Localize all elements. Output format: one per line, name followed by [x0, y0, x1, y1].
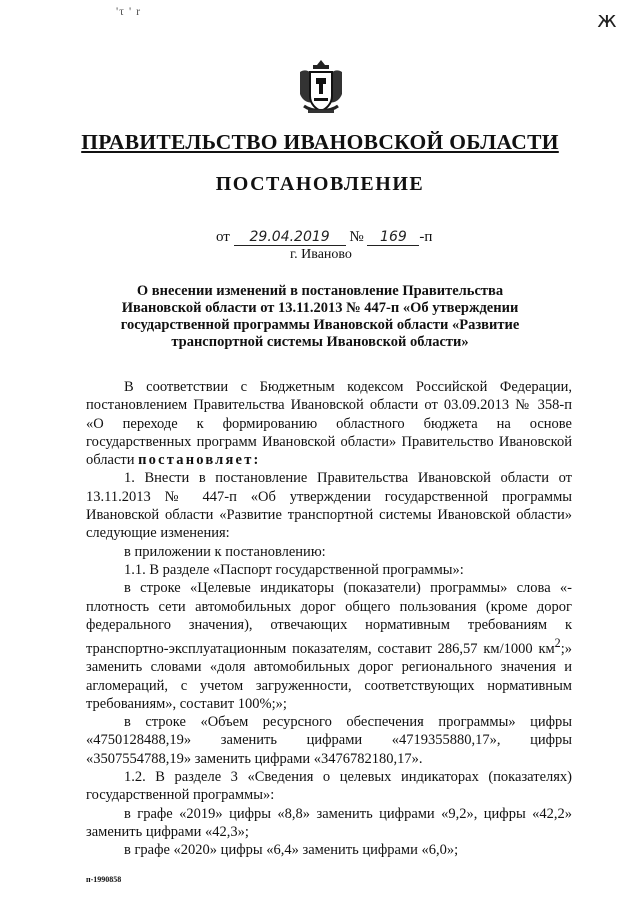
superscript-2: 2: [554, 636, 561, 651]
government-title: ПРАВИТЕЛЬСТВО ИВАНОВСКОЙ ОБЛАСТИ: [81, 130, 559, 154]
coat-of-arms-icon: [294, 58, 348, 116]
document-type-title: ПОСТАНОВЛЕНИЕ: [215, 173, 425, 195]
resolves-keyword: постановляет:: [138, 452, 261, 469]
body-paragraph-1: 1. Внести в постановление Правительства Ивановской области от 13.11.2013 № 447-п «Об утверждении государственной программы Ивановской области «Развитие транспортной системы Ивановской области» следующие изменения:: [86, 470, 572, 542]
footer-code: п-1990858: [86, 875, 122, 884]
preamble-text: В соответствии с Бюджетным кодексом Российской Федерации, постановлением Правительства Ивановской области от 03.09.2013 № 358-п «О переходе к формированию областного бюджета на основе государственных программ Ивановской области» Правительство Ивановской области: [86, 379, 572, 469]
body-paragraph-funding: в строке «Объем ресурсного обеспечения программы» цифры «4750128488,19» заменить цифрами «4719355880,17», цифры «3507554788,19» заменить цифрами «3476782180,17».: [86, 714, 572, 767]
date-from-label: от: [216, 229, 230, 245]
corner-scan-mark: 'τ ' r: [116, 4, 142, 18]
body-paragraph-2019: в графе «2019» цифры «8,8» заменить цифрами «9,2», цифры «42,2» заменить цифрами «42,3»;: [86, 805, 572, 840]
body-paragraph-2020: в графе «2020» цифры «6,4» заменить цифрами «6,0»;: [124, 842, 459, 859]
city-label: г. Иваново: [290, 247, 352, 262]
document-subject-title: О внесении изменений в постановление Правительства Ивановской области от 13.11.2013 № 447-п «Об утверждении государственной программы Ивановской области «Развитие транспортной системы Ивановской области»: [120, 283, 520, 350]
number-suffix: -п: [419, 229, 433, 245]
body-paragraph-preamble: [86, 378, 572, 469]
document-date-handwritten: 29.04.2019: [234, 229, 346, 246]
body-paragraph-indicators: [86, 579, 572, 713]
body-paragraph-appendix: в приложении к постановлению:: [124, 543, 326, 560]
document-number-handwritten: 169: [367, 229, 419, 246]
body-paragraph-1-2: 1.2. В разделе 3 «Сведения о целевых индикаторах (показателях) государственной программы»:: [86, 769, 572, 804]
date-number-line: [216, 229, 432, 246]
page-handwritten-mark: ж: [597, 8, 617, 33]
number-label: №: [349, 229, 364, 245]
body-paragraph-1-1: 1.1. В разделе «Паспорт государственной программы»:: [124, 561, 464, 578]
indicators-rest: ;» заменить словами «доля автомобильных дорог регионального значения и агломераций, с учетом загруженности, соответствующих нормативным требованиям», составит 100%;»;: [86, 640, 572, 712]
indicators-text: в строке «Целевые индикаторы (показатели) программы» слова «- плотность сети автомобильных дорог общего пользования (кроме дорог федерального значения), отвечающих нормативным требованиям к транспортно-эксплуатационным показателям, составит 286,57 км/1000 км: [86, 580, 572, 657]
document-body: [86, 378, 572, 860]
